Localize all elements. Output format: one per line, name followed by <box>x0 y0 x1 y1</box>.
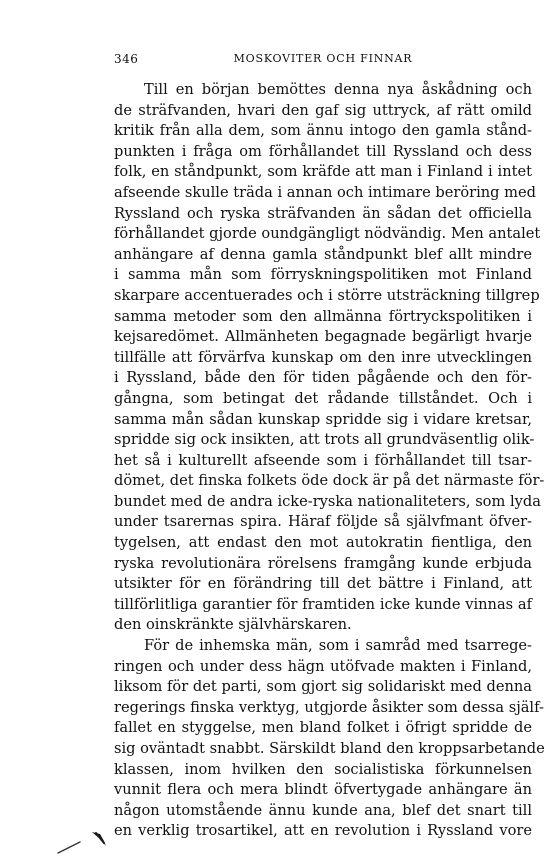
text-line: någon utomstående ännu kunde ana, blef det snart till <box>114 801 532 819</box>
text-line: bundet med de andra icke-ryska nationaliteters, som lyda <box>114 492 541 510</box>
text-line: dömet, det finska folkets öde dock är på det närmaste för- <box>114 472 545 490</box>
text-line: kejsaredömet. Allmänheten begagnade begärligt hvarje <box>114 328 532 346</box>
text-line: anhängare af denna gamla ståndpunkt blef allt mindre <box>114 245 532 263</box>
text-line: tillfälle att förvärfva kunskap om den inre utvecklingen <box>114 348 532 366</box>
text-line: ringen och under dess hägn utöfvade makten i Finland, <box>114 657 532 675</box>
text-line: klassen, inom hvilken den socialistiska förkunnelsen <box>114 760 532 778</box>
text-line: sig oväntadt snabbt. Särskildt bland den kroppsarbetande <box>114 740 545 757</box>
text-line: den oinskränkte självhärskaren. <box>114 616 352 634</box>
text-line: Till en början bemöttes denna nya åskådning och <box>144 81 532 98</box>
text-line: regerings finska verktyg, utgjorde åsikter som dessa själf- <box>114 698 544 716</box>
text-line: tillförlitliga garantier för framtiden icke kunde vinnas af <box>114 595 532 613</box>
text-line: Ryssland och ryska sträfvanden än sådan det officiella <box>114 204 532 222</box>
text-line: i samma mån som förryskningspolitiken mot Finland <box>114 266 532 284</box>
text-line: samma metoder som den allmänna förtryckspolitiken i <box>114 307 532 325</box>
text-line: de sträfvanden, hvari den gaf sig uttryck, af rätt omild <box>114 101 532 119</box>
page-number: 346 <box>114 52 139 66</box>
text-line: en verklig trosartikel, att en revolution i Ryssland vore <box>114 822 532 840</box>
text-line: afseende skulle träda i annan och intimare beröring med <box>114 183 536 201</box>
text-line: spridde sig ock insikten, att trots all grundväsentlig olik- <box>114 431 535 449</box>
text-line: punkten i fråga om förhållandet till Ryssland och dess <box>114 142 532 160</box>
text-line: under tsarernas spira. Häraf följde så självfmant öfver- <box>114 513 532 531</box>
text-line: gångna, som betingat det rådande tillståndet. Och i <box>114 389 532 407</box>
text-line: fallet en styggelse, men bland folket i öfrigt spridde de <box>114 719 532 737</box>
text-line: i Ryssland, både den för tiden pågående och den för- <box>114 369 532 387</box>
text-line: skarpare accentuerades och i större utsträckning tillgrep <box>114 286 540 304</box>
pencil-stroke-mark <box>58 842 80 853</box>
text-line: ryska revolutionära rörelsens framgång kunde erbjuda <box>114 554 532 572</box>
text-line: kritik från alla dem, som ännu intogo den gamla stånd- <box>114 122 532 140</box>
text-line: vunnit flera och mera blindt öfvertygade anhängare än <box>114 781 532 799</box>
text-line: utsikter för en förändring till det bättre i Finland, att <box>114 575 532 593</box>
text-line: liksom för det parti, som gjort sig solidariskt med denna <box>114 678 532 696</box>
text-line: förhållandet gjorde oundgängligt nödvändig. Men antalet <box>114 225 541 243</box>
text-line: För de inhemska män, som i samråd med tsarrege- <box>144 637 532 655</box>
text-line: tygelsen, att endast den mot autokratin fientliga, den <box>114 534 532 552</box>
text-line: samma mån sådan kunskap spridde sig i vidare kretsar, <box>114 410 532 428</box>
text-line: het så i kulturellt afseende som i förhållandet till tsar- <box>114 451 532 469</box>
running-title: MOSKOVITER OCH FINNAR <box>233 52 413 65</box>
text-line: folk, en ståndpunkt, som kräfde att man i Finland i intet <box>114 163 532 181</box>
